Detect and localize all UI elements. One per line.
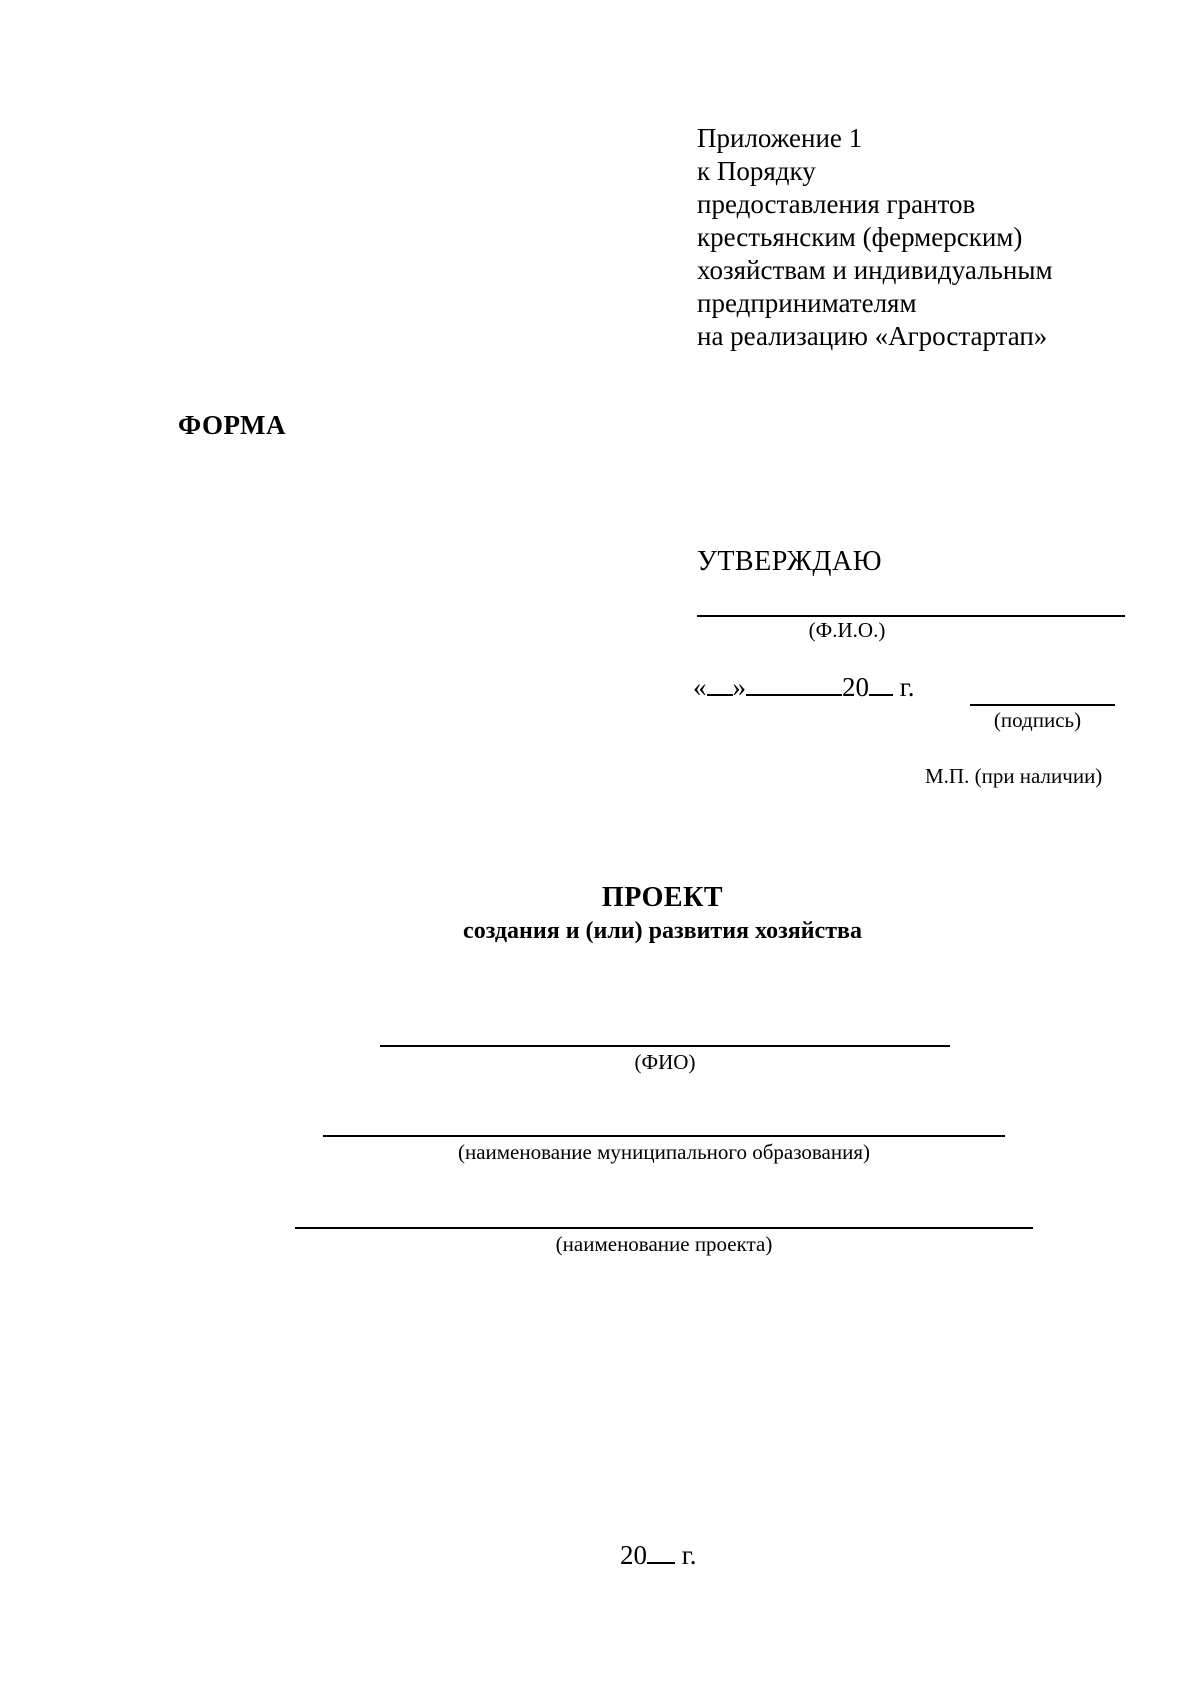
signature-line[interactable] [970, 704, 1115, 706]
date-year-blank[interactable] [869, 672, 893, 696]
appendix-line: хозяйствам и индивидуальным [697, 255, 1053, 285]
date-year-prefix: 20 [842, 672, 869, 702]
project-name-caption: (наименование проекта) [555, 1232, 773, 1256]
appendix-line: предоставления грантов [697, 189, 976, 219]
stamp-note: М.П. (при наличии) [925, 764, 1103, 788]
footer-year-blank[interactable] [647, 1540, 675, 1564]
approver-name-line[interactable] [697, 615, 1125, 617]
project-subtitle: создания и (или) развития хозяйства [463, 918, 862, 944]
approval-title: УТВЕРЖДАЮ [697, 546, 882, 577]
project-title: ПРОЕКТ [601, 882, 724, 913]
fio-caption: (ФИО) [634, 1050, 696, 1074]
appendix-line: предпринимателям [697, 288, 917, 318]
form-label: ФОРМА [178, 410, 286, 440]
footer-year [620, 1540, 697, 1571]
appendix-block [697, 122, 1053, 353]
municipality-caption: (наименование муниципального образования) [457, 1140, 871, 1164]
date-day-blank[interactable] [707, 672, 733, 696]
appendix-line: на реализацию «Агростартап» [697, 321, 1048, 351]
appendix-line: Приложение 1 [697, 123, 863, 153]
appendix-line: к Порядку [697, 156, 816, 186]
appendix-line: крестьянским (фермерским) [697, 222, 1023, 252]
municipality-line[interactable] [323, 1135, 1005, 1137]
approver-name-caption: (Ф.И.О.) [808, 618, 886, 642]
footer-year-prefix: 20 [620, 1540, 647, 1570]
approval-date-line [693, 672, 915, 703]
footer-year-suffix: г. [681, 1540, 697, 1570]
signature-caption: (подпись) [993, 708, 1082, 732]
date-close-quote: » [732, 672, 746, 702]
date-year-suffix: г. [899, 672, 915, 702]
fio-line[interactable] [380, 1045, 950, 1047]
date-open-quote: « [693, 672, 707, 702]
date-month-blank[interactable] [746, 672, 842, 696]
project-name-line[interactable] [295, 1227, 1033, 1229]
